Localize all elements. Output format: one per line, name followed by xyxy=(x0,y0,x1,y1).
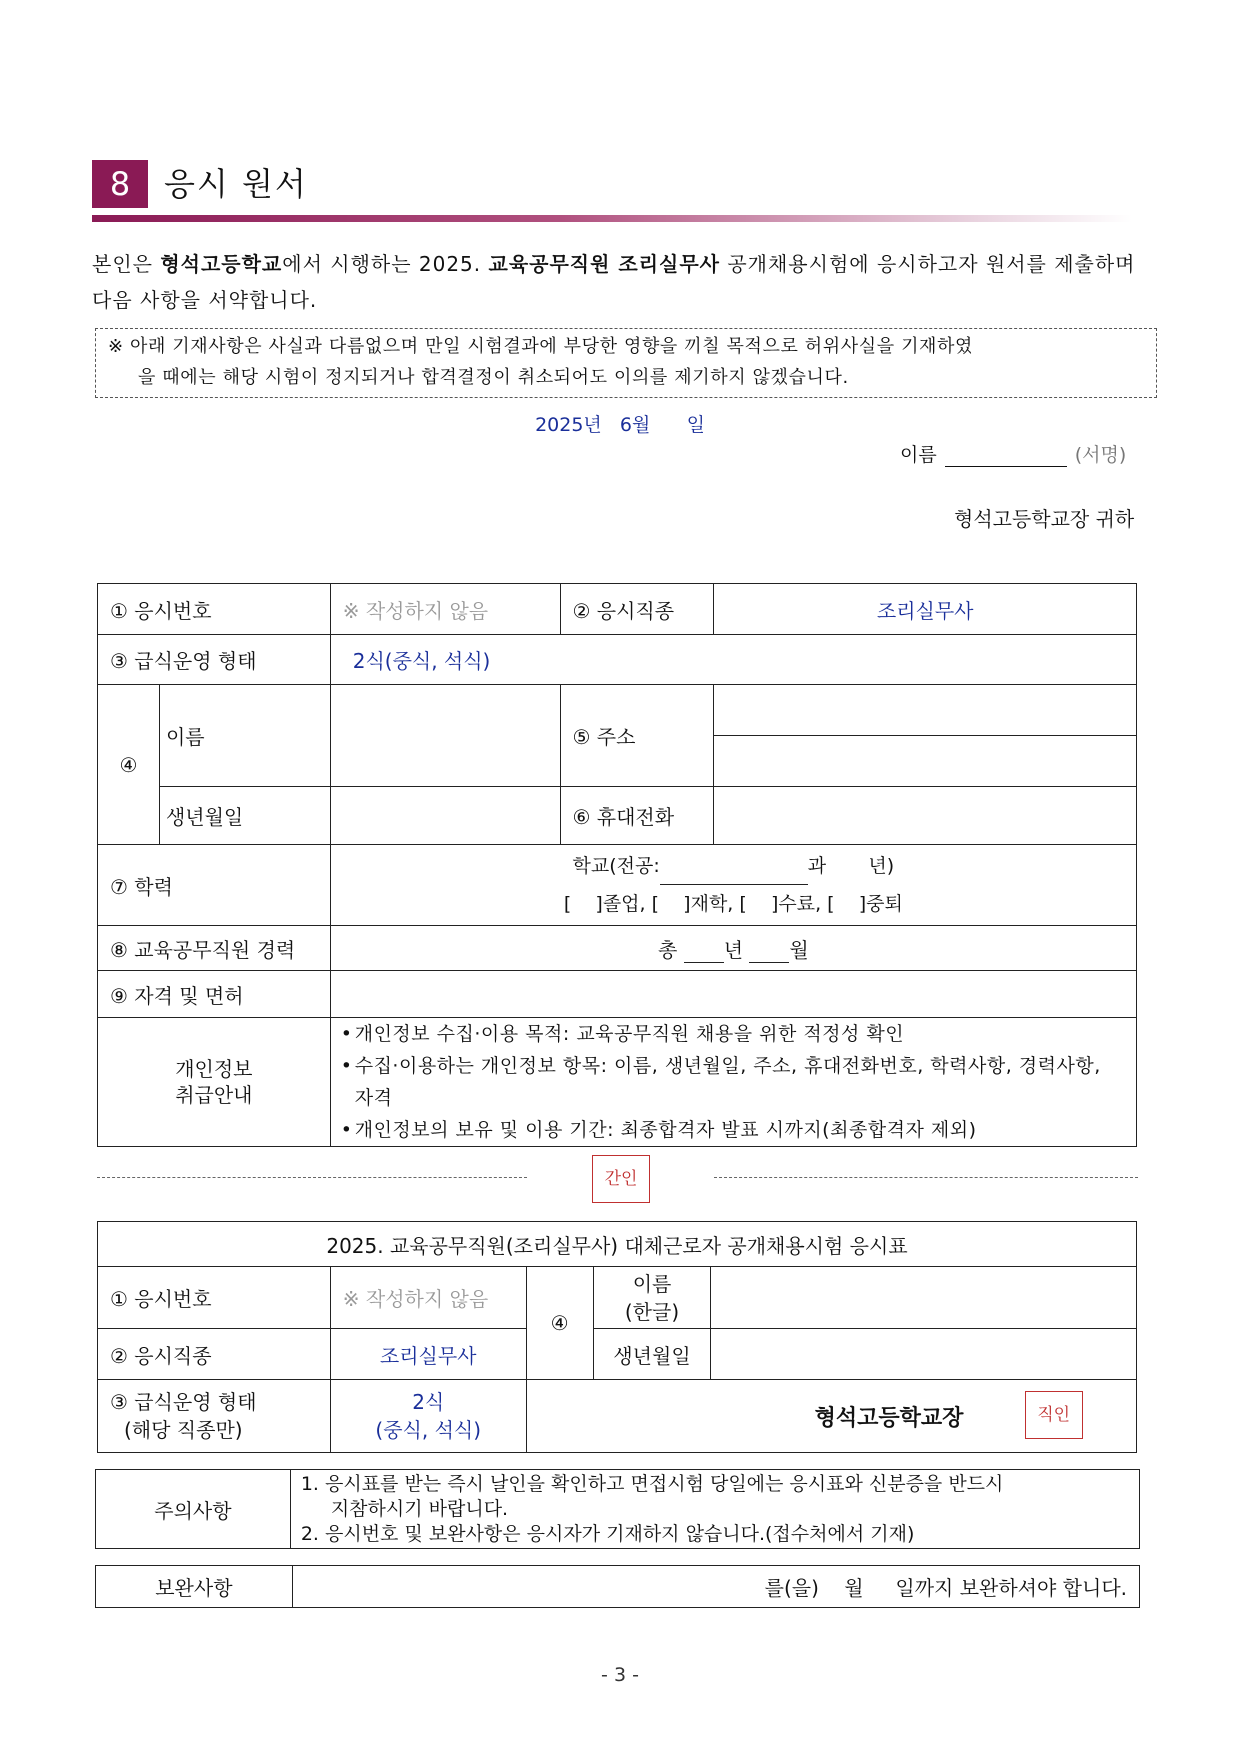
caution-table xyxy=(95,1469,1140,1549)
ticket-meal-value: 2식 (중식, 석식) xyxy=(330,1380,526,1453)
signature-label: 이름 xyxy=(900,444,937,466)
supplement-field[interactable]: 를(을) 월 일까지 보완하셔야 합니다. xyxy=(292,1566,1139,1608)
birthdate-field[interactable] xyxy=(330,787,560,845)
meal-type-label: ③ 급식운영 형태 xyxy=(98,635,331,685)
addressee: 형석고등학교장 귀하 xyxy=(954,507,1135,531)
phone-field[interactable] xyxy=(714,787,1137,845)
caution-item-1-cont: 지참하시기 바랍니다. xyxy=(330,1497,509,1520)
ticket-birthdate-field[interactable] xyxy=(711,1329,1137,1380)
education-status: [ ]졸업, [ ]재학, [ ]수료, [ ]중퇴 xyxy=(563,893,903,915)
phone-label: ⑥ 휴대전화 xyxy=(560,787,714,845)
ticket-exam-number-label: ① 응시번호 xyxy=(98,1267,331,1329)
oath-line-1: ※ 아래 기재사항은 사실과 다름없으며 만일 시험결과에 부당한 영향을 끼칠 목적으로 허위사실을 기재하였 xyxy=(108,336,974,357)
ticket-job-label: ② 응시직종 xyxy=(98,1329,331,1380)
name-field[interactable] xyxy=(330,685,560,787)
caution-item-2: 2. 응시번호 및 보완사항은 응시자가 기재하지 않습니다.(접수처에서 기재) xyxy=(300,1522,915,1545)
ticket-meal-label: ③ 급식운영 형태 (해당 직종만) xyxy=(98,1380,331,1453)
intro-school: 형석고등학교 xyxy=(160,252,283,276)
license-label: ⑨ 자격 및 면허 xyxy=(98,971,331,1018)
signature-field[interactable] xyxy=(945,446,1067,467)
career-field[interactable]: 총 년 월 xyxy=(330,926,1136,971)
ticket-title: 2025. 교육공무직원(조리실무사) 대체근로자 공개채용시험 응시표 xyxy=(98,1222,1137,1267)
ticket-birthdate-label: 생년월일 xyxy=(593,1329,711,1380)
privacy-item: • 개인정보의 보유 및 이용 기간: 최종합격자 발표 시까지(최종합격자 제외) xyxy=(355,1114,1126,1146)
application-date: 2025년 6월 일 xyxy=(535,414,705,436)
page-number: - 3 - xyxy=(601,1664,639,1686)
meal-type-value: 2식(중식, 석식) xyxy=(330,635,1136,685)
privacy-item: • 개인정보 수집·이용 목적: 교육공무직원 채용을 위한 적정성 확인 xyxy=(355,1018,1126,1050)
ticket-name-field[interactable] xyxy=(711,1267,1137,1329)
cut-line-right xyxy=(714,1177,1138,1178)
supplement-label: 보완사항 xyxy=(96,1566,293,1608)
ticket-personal-mark: ④ xyxy=(526,1267,593,1380)
address-label: ⑤ 주소 xyxy=(560,685,714,787)
intro-position: 교육공무직원 조리실무사 xyxy=(488,252,720,276)
caution-label: 주의사항 xyxy=(96,1470,291,1549)
career-label: ⑧ 교육공무직원 경력 xyxy=(98,926,331,971)
job-type-label: ② 응시직종 xyxy=(560,584,714,635)
ticket-name-label: 이름 (한글) xyxy=(593,1267,711,1329)
signature-paren: (서명) xyxy=(1074,444,1127,466)
cut-line-left xyxy=(97,1177,527,1178)
ticket-issuer-cell xyxy=(526,1380,1136,1453)
name-label: 이름 xyxy=(159,685,330,787)
exam-number-label: ① 응시번호 xyxy=(98,584,331,635)
section-title: 응시 원서 xyxy=(164,165,308,203)
address-field-2[interactable] xyxy=(714,736,1137,787)
education-label: ⑦ 학력 xyxy=(98,845,331,926)
section-number: 8 xyxy=(92,160,148,208)
birthdate-label: 생년월일 xyxy=(159,787,330,845)
application-form xyxy=(97,583,1137,1147)
official-seal: 직인 xyxy=(1025,1391,1083,1439)
caution-item-1: 1. 응시표를 받는 즉시 날인을 확인하고 면접시험 당일에는 응시표와 신분증을 반드시 xyxy=(300,1472,1004,1495)
address-field-1[interactable] xyxy=(714,685,1137,736)
supplement-table xyxy=(95,1565,1140,1608)
education-field[interactable]: 학교(전공: 과 년) [ ]졸업, [ ]재학, [ ]수료, [ ]중퇴 xyxy=(330,845,1136,926)
privacy-item: • 수집·이용하는 개인정보 항목: 이름, 생년월일, 주소, 휴대전화번호, 학력사항, 경력사항, 자격 xyxy=(355,1050,1126,1114)
personal-info-mark: ④ xyxy=(98,685,160,845)
privacy-label: 개인정보 취급안내 xyxy=(98,1018,331,1147)
cut-stamp: 간인 xyxy=(592,1155,650,1203)
section-divider xyxy=(92,215,1132,222)
oath-line-2: 을 때에는 해당 시험이 정지되거나 합격결정이 취소되어도 이의를 제기하지 않겠습니다. xyxy=(138,367,849,388)
ticket-job-value: 조리실무사 xyxy=(330,1329,526,1380)
signature-line xyxy=(900,440,1126,467)
caution-content xyxy=(290,1470,1139,1549)
oath-notice xyxy=(95,328,1157,398)
exam-ticket xyxy=(97,1221,1137,1453)
ticket-exam-number-value: ※ 작성하지 않음 xyxy=(330,1267,526,1329)
privacy-notice xyxy=(330,1018,1136,1147)
job-type-value: 조리실무사 xyxy=(714,584,1137,635)
exam-number-value: ※ 작성하지 않음 xyxy=(330,584,560,635)
ticket-issuer: 형석고등학교장 xyxy=(814,1406,964,1431)
intro-paragraph: 본인은 형석고등학교에서 시행하는 2025. 교육공무직원 조리실무사 공개채용시험에 응시하고자 원서를 제출하며 다음 사항을 서약합니다. xyxy=(92,252,1136,312)
license-field[interactable] xyxy=(330,971,1136,1018)
